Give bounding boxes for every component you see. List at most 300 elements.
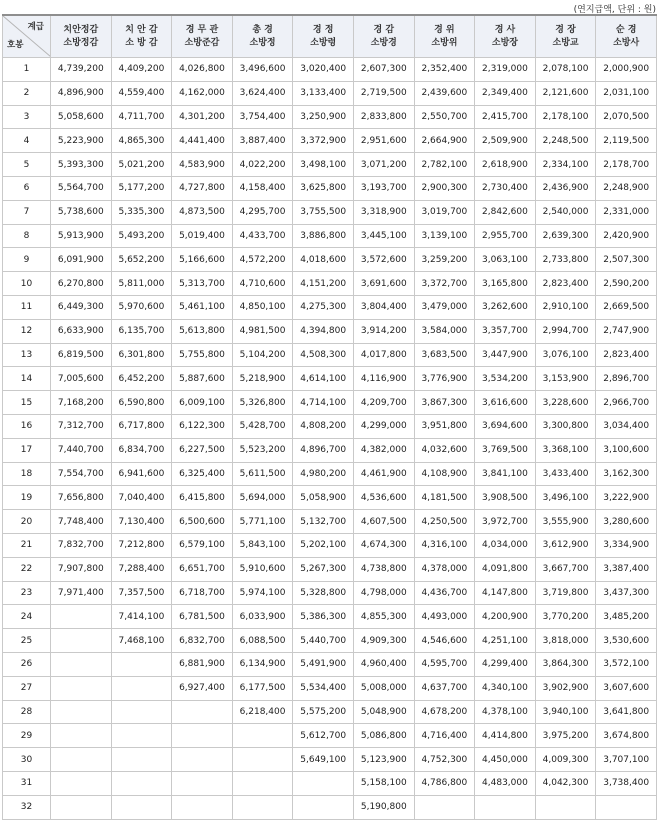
table-row (3, 224, 657, 248)
salary-cell: 6,590,800 (111, 391, 172, 415)
table-row (3, 533, 657, 557)
salary-cell: 4,158,400 (232, 176, 293, 200)
salary-cell: 5,613,800 (172, 319, 233, 343)
salary-cell: 3,776,900 (414, 367, 475, 391)
salary-cell: 3,572,100 (596, 652, 657, 676)
salary-cell (111, 795, 172, 819)
salary-cell: 3,372,900 (293, 129, 354, 153)
salary-cell: 4,316,100 (414, 533, 475, 557)
salary-cell: 4,042,300 (535, 771, 596, 795)
salary-cell: 4,151,200 (293, 272, 354, 296)
salary-cell: 3,534,200 (475, 367, 536, 391)
salary-cell: 5,843,100 (232, 533, 293, 557)
salary-cell: 6,449,300 (51, 295, 112, 319)
column-header (172, 15, 233, 58)
salary-cell: 5,158,100 (353, 771, 414, 795)
salary-cell: 4,865,300 (111, 129, 172, 153)
salary-cell: 2,070,500 (596, 105, 657, 129)
salary-cell: 3,694,600 (475, 414, 536, 438)
salary-cell: 7,554,700 (51, 462, 112, 486)
salary-cell: 5,190,800 (353, 795, 414, 819)
salary-cell: 2,719,500 (353, 81, 414, 105)
column-header-fire-rank: 소방령 (310, 37, 337, 48)
step-label: 호봉 (7, 40, 24, 50)
salary-cell: 2,248,500 (535, 129, 596, 153)
salary-cell: 3,624,400 (232, 81, 293, 105)
salary-cell: 2,439,600 (414, 81, 475, 105)
salary-cell: 4,909,300 (353, 629, 414, 653)
salary-cell: 3,193,700 (353, 176, 414, 200)
salary-cell: 6,452,200 (111, 367, 172, 391)
step-number-cell: 32 (3, 795, 51, 819)
salary-cell: 5,755,800 (172, 343, 233, 367)
salary-cell: 4,981,500 (232, 319, 293, 343)
salary-cell: 6,717,800 (111, 414, 172, 438)
step-number-cell: 9 (3, 248, 51, 272)
salary-cell: 6,134,900 (232, 652, 293, 676)
salary-cell: 2,782,100 (414, 153, 475, 177)
salary-cell: 2,509,900 (475, 129, 536, 153)
salary-cell: 5,008,000 (353, 676, 414, 700)
salary-cell: 4,450,000 (475, 748, 536, 772)
salary-cell: 4,711,700 (111, 105, 172, 129)
salary-cell: 3,555,900 (535, 510, 596, 534)
salary-cell: 6,834,700 (111, 438, 172, 462)
salary-cell: 3,769,500 (475, 438, 536, 462)
salary-cell: 5,386,300 (293, 605, 354, 629)
salary-cell: 5,132,700 (293, 510, 354, 534)
salary-cell (535, 795, 596, 819)
salary-cell: 4,483,000 (475, 771, 536, 795)
salary-cell: 3,683,500 (414, 343, 475, 367)
salary-cell: 4,546,600 (414, 629, 475, 653)
salary-cell: 2,733,800 (535, 248, 596, 272)
salary-cell (232, 748, 293, 772)
salary-cell: 2,121,600 (535, 81, 596, 105)
salary-cell: 5,123,900 (353, 748, 414, 772)
step-number-cell: 14 (3, 367, 51, 391)
column-header-police-rank: 경 정 (312, 24, 334, 35)
salary-cell: 4,896,900 (51, 81, 112, 105)
salary-cell: 2,664,900 (414, 129, 475, 153)
salary-cell: 4,896,700 (293, 438, 354, 462)
salary-cell (51, 676, 112, 700)
salary-cell (51, 724, 112, 748)
salary-cell: 2,415,700 (475, 105, 536, 129)
step-number-cell: 31 (3, 771, 51, 795)
salary-cell (111, 724, 172, 748)
salary-cell (172, 795, 233, 819)
column-header-fire-rank: 소방교 (552, 37, 579, 48)
salary-cell: 6,651,700 (172, 557, 233, 581)
table-row (3, 629, 657, 653)
salary-cell: 6,091,900 (51, 248, 112, 272)
salary-cell: 3,368,100 (535, 438, 596, 462)
salary-cell: 3,485,200 (596, 605, 657, 629)
salary-cell: 4,786,800 (414, 771, 475, 795)
salary-cell: 3,445,100 (353, 224, 414, 248)
salary-cell: 3,530,600 (596, 629, 657, 653)
salary-cell: 3,625,800 (293, 176, 354, 200)
salary-cell: 5,058,900 (293, 486, 354, 510)
salary-cell (232, 724, 293, 748)
column-header (232, 15, 293, 58)
salary-cell: 6,218,400 (232, 700, 293, 724)
salary-cell: 6,325,400 (172, 462, 233, 486)
table-row (3, 581, 657, 605)
column-header (293, 15, 354, 58)
table-row (3, 676, 657, 700)
column-header-fire-rank: 소방정감 (63, 37, 99, 48)
step-number-cell: 26 (3, 652, 51, 676)
salary-cell: 5,313,700 (172, 272, 233, 296)
salary-cell: 2,618,900 (475, 153, 536, 177)
salary-cell: 2,639,300 (535, 224, 596, 248)
salary-cell (172, 771, 233, 795)
column-header (111, 15, 172, 58)
salary-cell (414, 795, 475, 819)
salary-cell: 5,493,200 (111, 224, 172, 248)
column-header-fire-rank: 소방장 (491, 37, 518, 48)
salary-cell: 2,833,800 (353, 105, 414, 129)
salary-cell: 6,832,700 (172, 629, 233, 653)
step-number-cell: 13 (3, 343, 51, 367)
salary-cell: 2,747,900 (596, 319, 657, 343)
salary-cell: 4,436,700 (414, 581, 475, 605)
salary-cell: 3,433,400 (535, 462, 596, 486)
salary-cell: 3,318,900 (353, 200, 414, 224)
salary-cell: 3,019,700 (414, 200, 475, 224)
salary-cell: 4,678,200 (414, 700, 475, 724)
step-number-cell: 18 (3, 462, 51, 486)
column-header-police-rank: 경 감 (373, 24, 395, 35)
salary-cell: 7,832,700 (51, 533, 112, 557)
salary-cell: 3,162,300 (596, 462, 657, 486)
salary-cell: 3,841,100 (475, 462, 536, 486)
salary-cell: 5,223,900 (51, 129, 112, 153)
salary-cell: 6,500,600 (172, 510, 233, 534)
salary-cell: 3,975,200 (535, 724, 596, 748)
step-number-cell: 22 (3, 557, 51, 581)
salary-cell: 6,819,500 (51, 343, 112, 367)
column-header (535, 15, 596, 58)
salary-cell: 3,139,100 (414, 224, 475, 248)
salary-cell: 4,798,000 (353, 581, 414, 605)
salary-cell: 5,811,000 (111, 272, 172, 296)
salary-cell: 7,357,500 (111, 581, 172, 605)
salary-cell: 5,649,100 (293, 748, 354, 772)
salary-cell: 4,752,300 (414, 748, 475, 772)
salary-cell: 2,078,100 (535, 58, 596, 82)
column-header-police-rank: 치안정감 (63, 24, 99, 35)
salary-cell: 3,818,000 (535, 629, 596, 653)
salary-cell: 3,280,600 (596, 510, 657, 534)
salary-cell: 5,694,000 (232, 486, 293, 510)
step-number-cell: 27 (3, 676, 51, 700)
salary-cell: 3,496,600 (232, 58, 293, 82)
salary-cell: 4,200,900 (475, 605, 536, 629)
salary-cell: 4,508,300 (293, 343, 354, 367)
salary-cell (51, 771, 112, 795)
salary-cell: 4,536,600 (353, 486, 414, 510)
table-row (3, 58, 657, 82)
column-header-police-rank: 경 위 (434, 24, 455, 35)
salary-cell: 2,540,000 (535, 200, 596, 224)
salary-cell: 6,881,900 (172, 652, 233, 676)
salary-cell: 5,202,100 (293, 533, 354, 557)
salary-cell: 2,507,300 (596, 248, 657, 272)
salary-cell: 6,270,800 (51, 272, 112, 296)
salary-cell: 4,980,200 (293, 462, 354, 486)
table-row (3, 700, 657, 724)
table-row (3, 153, 657, 177)
salary-cell: 3,387,400 (596, 557, 657, 581)
table-row (3, 200, 657, 224)
salary-cell: 3,063,100 (475, 248, 536, 272)
salary-cell: 3,667,700 (535, 557, 596, 581)
salary-cell: 2,669,500 (596, 295, 657, 319)
salary-cell: 3,250,900 (293, 105, 354, 129)
salary-cell: 4,394,800 (293, 319, 354, 343)
salary-cell: 2,436,900 (535, 176, 596, 200)
salary-cell: 3,133,400 (293, 81, 354, 105)
salary-cell: 5,461,100 (172, 295, 233, 319)
salary-cell (293, 771, 354, 795)
salary-cell: 7,414,100 (111, 605, 172, 629)
column-header-fire-rank: 소방사 (613, 37, 640, 48)
salary-cell: 3,076,100 (535, 343, 596, 367)
salary-cell: 7,168,200 (51, 391, 112, 415)
salary-cell: 5,328,800 (293, 581, 354, 605)
salary-cell: 4,716,400 (414, 724, 475, 748)
salary-cell: 3,584,000 (414, 319, 475, 343)
column-header-fire-rank: 소방정 (249, 37, 276, 48)
salary-cell: 4,441,400 (172, 129, 233, 153)
salary-cell: 3,914,200 (353, 319, 414, 343)
salary-cell: 4,026,800 (172, 58, 233, 82)
salary-cell (51, 700, 112, 724)
salary-cell: 3,153,900 (535, 367, 596, 391)
salary-cell: 5,428,700 (232, 414, 293, 438)
salary-cell: 3,222,900 (596, 486, 657, 510)
salary-cell: 4,301,200 (172, 105, 233, 129)
column-header (475, 15, 536, 58)
column-header (353, 15, 414, 58)
step-number-cell: 24 (3, 605, 51, 629)
salary-cell: 2,823,400 (596, 343, 657, 367)
salary-table-wrapper (2, 14, 657, 820)
salary-cell: 5,523,200 (232, 438, 293, 462)
salary-cell: 3,951,800 (414, 414, 475, 438)
salary-cell (111, 652, 172, 676)
salary-cell: 6,415,800 (172, 486, 233, 510)
table-row (3, 748, 657, 772)
salary-cell: 3,437,300 (596, 581, 657, 605)
salary-cell: 4,017,800 (353, 343, 414, 367)
salary-cell: 6,301,800 (111, 343, 172, 367)
salary-cell: 3,674,800 (596, 724, 657, 748)
salary-cell: 4,091,800 (475, 557, 536, 581)
salary-cell: 5,970,600 (111, 295, 172, 319)
salary-cell: 3,020,400 (293, 58, 354, 82)
salary-cell: 4,674,300 (353, 533, 414, 557)
salary-cell: 4,162,000 (172, 81, 233, 105)
salary-cell: 4,209,700 (353, 391, 414, 415)
salary-cell: 3,738,400 (596, 771, 657, 795)
salary-cell: 6,135,700 (111, 319, 172, 343)
salary-cell: 5,575,200 (293, 700, 354, 724)
salary-cell: 3,228,600 (535, 391, 596, 415)
step-number-cell: 17 (3, 438, 51, 462)
salary-cell: 5,611,500 (232, 462, 293, 486)
salary-cell: 3,572,600 (353, 248, 414, 272)
salary-cell: 2,319,000 (475, 58, 536, 82)
table-row (3, 771, 657, 795)
salary-cell: 4,493,000 (414, 605, 475, 629)
salary-cell: 4,340,100 (475, 676, 536, 700)
salary-cell: 3,447,900 (475, 343, 536, 367)
salary-cell: 3,719,800 (535, 581, 596, 605)
salary-cell: 5,913,900 (51, 224, 112, 248)
salary-cell: 4,108,900 (414, 462, 475, 486)
salary-cell (51, 652, 112, 676)
step-number-cell: 6 (3, 176, 51, 200)
step-number-cell: 1 (3, 58, 51, 82)
salary-cell: 4,275,300 (293, 295, 354, 319)
salary-cell: 2,334,100 (535, 153, 596, 177)
column-header-fire-rank: 소방준감 (184, 37, 220, 48)
salary-cell: 5,887,600 (172, 367, 233, 391)
salary-cell (293, 795, 354, 819)
salary-cell: 5,104,200 (232, 343, 293, 367)
salary-cell: 3,886,800 (293, 224, 354, 248)
salary-cell: 2,550,700 (414, 105, 475, 129)
salary-cell: 6,227,500 (172, 438, 233, 462)
salary-cell: 3,867,300 (414, 391, 475, 415)
salary-cell: 4,116,900 (353, 367, 414, 391)
step-number-cell: 28 (3, 700, 51, 724)
salary-cell (111, 700, 172, 724)
salary-cell (232, 771, 293, 795)
salary-cell: 4,299,000 (353, 414, 414, 438)
salary-cell: 3,071,200 (353, 153, 414, 177)
salary-cell: 2,178,100 (535, 105, 596, 129)
salary-cell: 5,491,900 (293, 652, 354, 676)
salary-cell: 2,352,400 (414, 58, 475, 82)
salary-cell: 2,607,300 (353, 58, 414, 82)
salary-cell: 3,641,800 (596, 700, 657, 724)
table-row (3, 462, 657, 486)
salary-cell: 5,048,900 (353, 700, 414, 724)
salary-cell: 5,021,200 (111, 153, 172, 177)
salary-cell: 7,005,600 (51, 367, 112, 391)
salary-cell: 3,100,600 (596, 438, 657, 462)
salary-cell: 3,887,400 (232, 129, 293, 153)
table-row (3, 295, 657, 319)
salary-cell: 4,850,100 (232, 295, 293, 319)
salary-cell: 3,334,900 (596, 533, 657, 557)
salary-cell: 4,009,300 (535, 748, 596, 772)
salary-cell (596, 795, 657, 819)
table-body (3, 58, 657, 820)
salary-cell: 4,181,500 (414, 486, 475, 510)
table-row (3, 248, 657, 272)
step-number-cell: 4 (3, 129, 51, 153)
salary-cell (232, 795, 293, 819)
step-number-cell: 7 (3, 200, 51, 224)
column-header-police-rank: 순 경 (615, 24, 637, 35)
salary-cell: 3,864,300 (535, 652, 596, 676)
salary-cell (111, 748, 172, 772)
column-header (51, 15, 112, 58)
salary-cell: 5,267,300 (293, 557, 354, 581)
salary-cell: 7,971,400 (51, 581, 112, 605)
salary-cell: 6,122,300 (172, 414, 233, 438)
salary-cell: 4,382,000 (353, 438, 414, 462)
step-number-cell: 15 (3, 391, 51, 415)
salary-cell: 4,433,700 (232, 224, 293, 248)
salary-cell (111, 771, 172, 795)
salary-cell: 5,440,700 (293, 629, 354, 653)
salary-cell: 7,212,800 (111, 533, 172, 557)
salary-cell: 4,607,500 (353, 510, 414, 534)
step-number-cell: 2 (3, 81, 51, 105)
salary-cell: 4,378,100 (475, 700, 536, 724)
salary-cell: 7,130,400 (111, 510, 172, 534)
salary-cell: 4,637,700 (414, 676, 475, 700)
salary-cell: 4,595,700 (414, 652, 475, 676)
salary-cell: 5,652,200 (111, 248, 172, 272)
salary-cell: 4,559,400 (111, 81, 172, 105)
column-header-police-rank: 치 안 감 (125, 24, 158, 35)
salary-cell: 3,165,800 (475, 272, 536, 296)
salary-cell: 2,951,600 (353, 129, 414, 153)
salary-cell: 4,295,700 (232, 200, 293, 224)
salary-cell: 7,656,800 (51, 486, 112, 510)
salary-cell: 6,177,500 (232, 676, 293, 700)
salary-cell: 2,910,100 (535, 295, 596, 319)
salary-cell: 5,177,200 (111, 176, 172, 200)
table-row (3, 510, 657, 534)
salary-cell: 3,707,100 (596, 748, 657, 772)
salary-cell: 7,288,400 (111, 557, 172, 581)
step-number-cell: 19 (3, 486, 51, 510)
salary-cell: 5,534,400 (293, 676, 354, 700)
step-number-cell: 8 (3, 224, 51, 248)
table-row (3, 795, 657, 819)
salary-cell: 5,974,100 (232, 581, 293, 605)
step-number-cell: 25 (3, 629, 51, 653)
salary-cell: 2,955,700 (475, 224, 536, 248)
salary-cell: 3,755,500 (293, 200, 354, 224)
salary-cell: 2,031,100 (596, 81, 657, 105)
salary-cell: 3,496,100 (535, 486, 596, 510)
salary-cell: 2,900,300 (414, 176, 475, 200)
table-row (3, 367, 657, 391)
salary-cell: 3,902,900 (535, 676, 596, 700)
step-number-cell: 21 (3, 533, 51, 557)
rank-label: 계급 (27, 22, 44, 32)
salary-cell: 5,771,100 (232, 510, 293, 534)
column-header (596, 15, 657, 58)
salary-cell: 6,781,500 (172, 605, 233, 629)
table-row (3, 129, 657, 153)
salary-cell: 4,855,300 (353, 605, 414, 629)
salary-cell: 6,033,900 (232, 605, 293, 629)
salary-cell: 2,966,700 (596, 391, 657, 415)
table-row (3, 414, 657, 438)
salary-cell: 4,022,200 (232, 153, 293, 177)
